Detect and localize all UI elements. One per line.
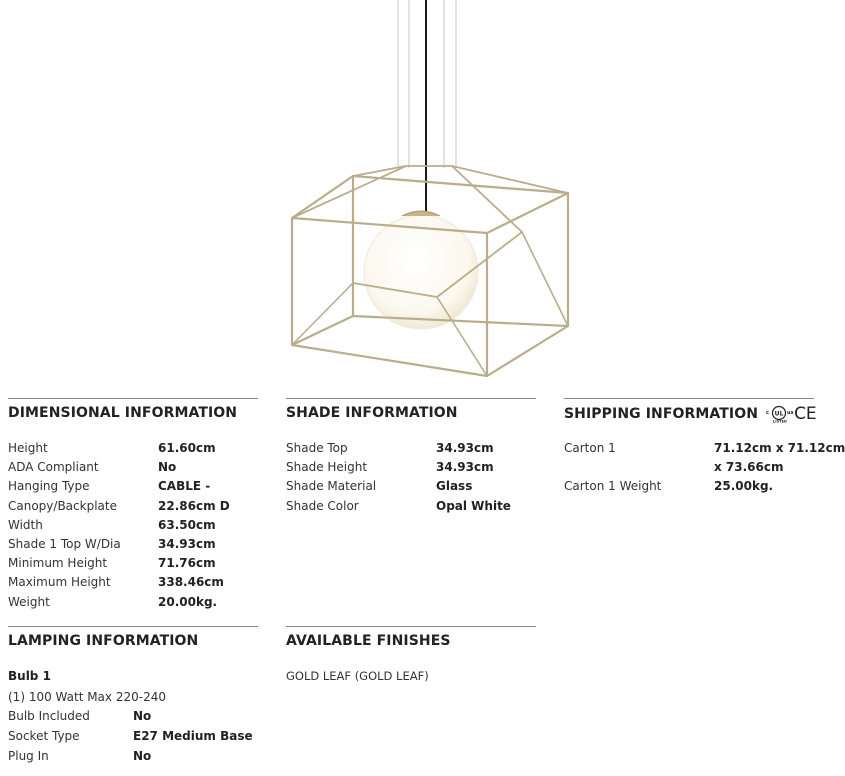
dimensional-value: 22.86cm D bbox=[158, 498, 230, 513]
dimensional-row bbox=[8, 458, 268, 477]
shipping-value: x 73.66cm bbox=[714, 460, 784, 474]
shipping-row bbox=[564, 477, 831, 496]
shade-label: Shade Top bbox=[286, 441, 348, 455]
dimensional-row bbox=[8, 535, 268, 554]
section-divider bbox=[286, 626, 536, 627]
lamping-title: LAMPING INFORMATION bbox=[8, 633, 199, 649]
dimensional-value: 34.93cm bbox=[158, 537, 216, 551]
ul-listed-icon bbox=[766, 405, 792, 423]
dimensional-row bbox=[8, 593, 268, 612]
shade-label: Shade Color bbox=[286, 498, 359, 513]
dimensional-label: Minimum Height bbox=[8, 556, 108, 571]
shipping-row bbox=[564, 439, 845, 458]
dimensional-row bbox=[8, 554, 268, 573]
dimensional-value: No bbox=[158, 460, 177, 475]
dimensional-label: Width bbox=[8, 517, 43, 532]
shipping-heading bbox=[564, 404, 817, 424]
lamping-row bbox=[8, 747, 268, 766]
dimensional-label: Shade 1 Top W/Dia bbox=[8, 537, 121, 551]
lamping-label: Plug In bbox=[8, 749, 49, 763]
shade-value: Glass bbox=[436, 479, 473, 494]
lamping-label: Bulb Included bbox=[8, 709, 90, 723]
lamping-value: E27 Medium Base bbox=[133, 729, 253, 743]
dimensional-title: DIMENSIONAL INFORMATION bbox=[8, 405, 238, 421]
section-divider bbox=[286, 398, 536, 399]
finishes-title: AVAILABLE FINISHES bbox=[286, 633, 451, 649]
svg-text:us: us bbox=[787, 410, 794, 416]
shipping-row-continued bbox=[564, 458, 831, 477]
svg-text:c: c bbox=[766, 410, 770, 416]
bulb-title: Bulb 1 bbox=[8, 669, 51, 683]
shade-section bbox=[286, 398, 536, 421]
shade-row bbox=[286, 477, 546, 496]
certifications bbox=[766, 404, 817, 424]
dimensional-label: Maximum Height bbox=[8, 575, 111, 590]
shipping-title: SHIPPING INFORMATION bbox=[564, 406, 759, 422]
section-divider bbox=[564, 398, 814, 399]
dimensional-value: 338.46cm bbox=[158, 575, 224, 590]
dimensional-row bbox=[8, 573, 268, 592]
shade-value: 34.93cm bbox=[436, 441, 494, 455]
shipping-section bbox=[564, 398, 817, 424]
finish-item: GOLD LEAF (GOLD LEAF) bbox=[286, 669, 429, 683]
lamping-value: No bbox=[133, 709, 152, 723]
dimensional-label: Height bbox=[8, 441, 48, 455]
lamping-section bbox=[8, 626, 258, 649]
product-image bbox=[0, 0, 831, 385]
section-divider bbox=[8, 398, 258, 399]
dimensional-value: CABLE - bbox=[158, 479, 211, 494]
lamping-label: Socket Type bbox=[8, 729, 80, 743]
dimensional-section bbox=[8, 398, 258, 421]
shipping-label: Carton 1 Weight bbox=[564, 479, 662, 493]
svg-text:LISTED: LISTED bbox=[773, 419, 787, 424]
dimensional-label: ADA Compliant bbox=[8, 460, 99, 475]
dimensional-value: 61.60cm bbox=[158, 441, 216, 455]
svg-text:UL: UL bbox=[774, 410, 784, 418]
dimensional-row bbox=[8, 477, 268, 496]
section-divider bbox=[8, 626, 258, 627]
dimensional-value: 63.50cm bbox=[158, 517, 216, 532]
ce-mark-icon: CE bbox=[794, 404, 817, 424]
shipping-label: Carton 1 bbox=[564, 441, 616, 455]
shade-label: Shade Height bbox=[286, 460, 368, 475]
dimensional-value: 71.76cm bbox=[158, 556, 216, 571]
dimensional-value: 20.00kg. bbox=[158, 594, 218, 609]
dimensional-label: Hanging Type bbox=[8, 479, 90, 494]
shade-row bbox=[286, 458, 546, 477]
shipping-rows bbox=[564, 439, 845, 499]
shade-row bbox=[286, 497, 546, 516]
shade-value: 34.93cm bbox=[436, 460, 494, 475]
shipping-value: 71.12cm x 71.12cm bbox=[714, 441, 845, 455]
finishes-section bbox=[286, 626, 536, 649]
dimensional-row bbox=[8, 516, 268, 535]
shade-row bbox=[286, 439, 546, 458]
shade-value: Opal White bbox=[436, 498, 511, 513]
bulb-description: (1) 100 Watt Max 220-240 bbox=[8, 690, 166, 704]
dimensional-row bbox=[8, 439, 268, 458]
shade-label: Shade Material bbox=[286, 479, 377, 494]
lamping-row bbox=[8, 727, 268, 746]
lamping-row bbox=[8, 707, 268, 726]
dimensional-label: Weight bbox=[8, 594, 50, 609]
lamping-value: No bbox=[133, 749, 152, 763]
shipping-value: 25.00kg. bbox=[714, 479, 774, 493]
dimensional-row bbox=[8, 497, 268, 516]
dimensional-label: Canopy/Backplate bbox=[8, 498, 117, 513]
shade-title: SHADE INFORMATION bbox=[286, 405, 458, 421]
